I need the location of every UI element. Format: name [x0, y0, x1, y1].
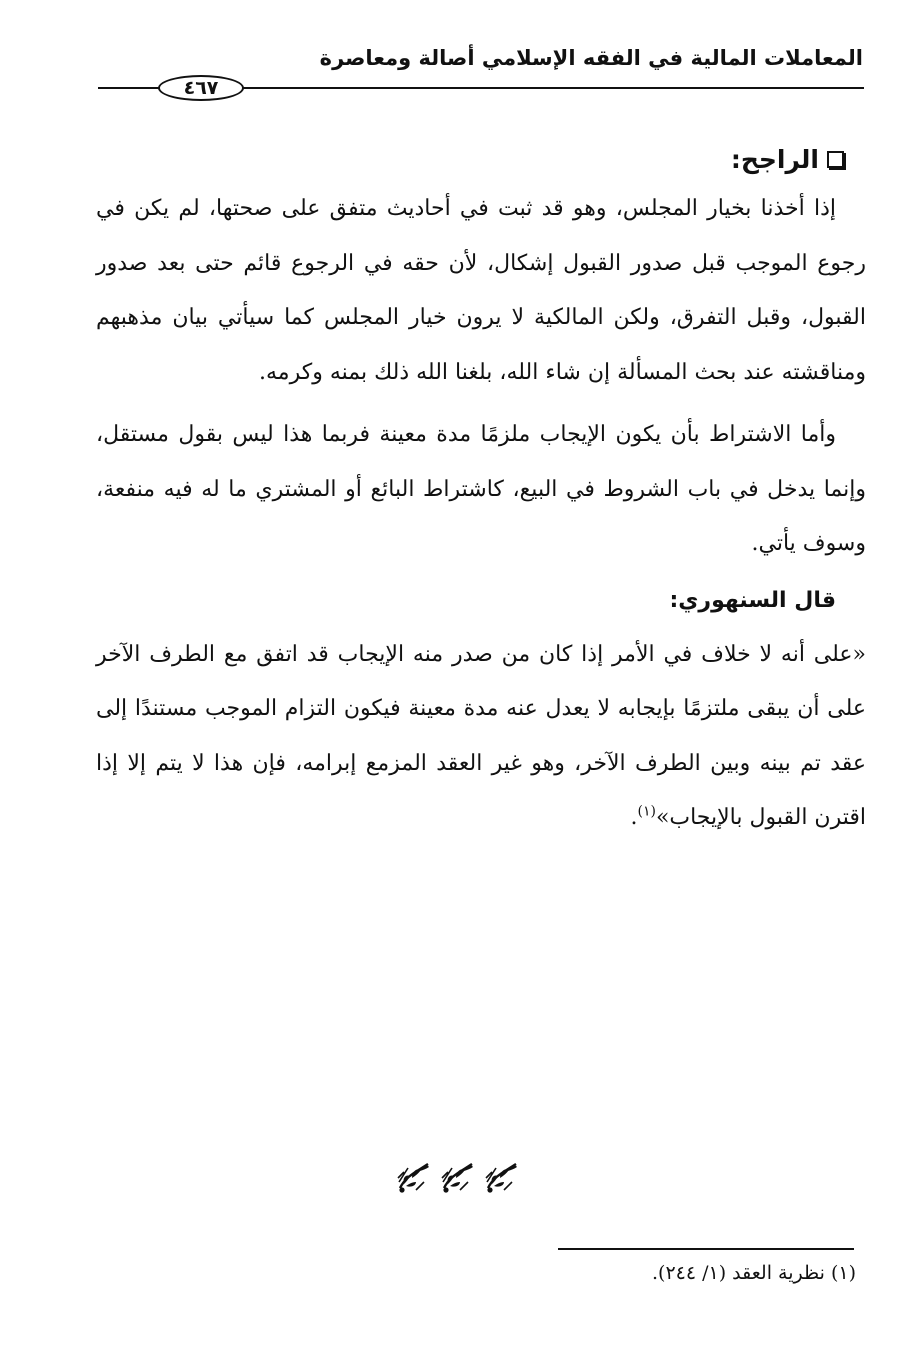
- section-heading: [96, 136, 844, 182]
- sub-heading: قال السنهوري:: [669, 587, 836, 613]
- footnote-text: نظرية العقد (١/ ٢٤٤).: [651, 1262, 825, 1284]
- flourish-icon: [396, 1158, 432, 1194]
- floral-ornament: [396, 1158, 520, 1194]
- main-text: [96, 136, 866, 846]
- flourish-icon: [440, 1158, 476, 1194]
- footnote-rule: [558, 1248, 854, 1250]
- footnote-marker: (١): [830, 1262, 856, 1284]
- flourish-icon: [484, 1158, 520, 1194]
- page-number: ٤٦٧: [158, 75, 244, 101]
- quote-paragraph: [96, 628, 866, 846]
- quote-text: «على أنه لا خلاف في الأمر إذا كان من صدر منه الإيجاب قد اتفق مع الطرف الآخر على أن يبقى ملتزمًا بإيجابه لا يعدل عنه مدة معينة فيكون التزام الموجب مستندًا إلى عقد تم بينه وبين الطرف الآخر، وهو غير العقد المزمع إبرامه، فإن هذا لا يتم إلا إذا اقترن القبول بالإيجاب»: [96, 641, 866, 830]
- checkbox-icon: [827, 151, 844, 168]
- paragraph-text: وأما الاشتراط بأن يكون الإيجاب ملزمًا مدة معينة فربما هذا ليس بقول مستقل، وإنما يدخل في باب الشروط في البيع، كاشتراط البائع أو المشتري ما له فيه منفعة، وسوف يأتي.: [96, 422, 866, 556]
- footnote: [652, 1262, 856, 1284]
- paragraph: [96, 408, 866, 572]
- paragraph: [96, 182, 866, 400]
- paragraph-text: إذا أخذنا بخيار المجلس، وهو قد ثبت في أحاديث متفق على صحتها، لم يكن في رجوع الموجب قبل صدور القبول إشكال، لأن حقه في الرجوع قائم حتى بعد صدور القبول، وقبل التفرق، ولكن المالكية لا يرون خيار المجلس كما سيأتي بيان مذهبهم ومناقشته عند بحث المسألة إن شاء الله، بلغنا الله ذلك بمنه وكرمه.: [96, 196, 866, 385]
- section-heading-label: الراجح:: [730, 144, 819, 174]
- footnote-reference[interactable]: (١): [637, 803, 656, 820]
- running-head: المعاملات المالية في الفقه الإسلامي أصالة ومعاصرة: [319, 46, 863, 70]
- quote-end: .: [630, 805, 638, 830]
